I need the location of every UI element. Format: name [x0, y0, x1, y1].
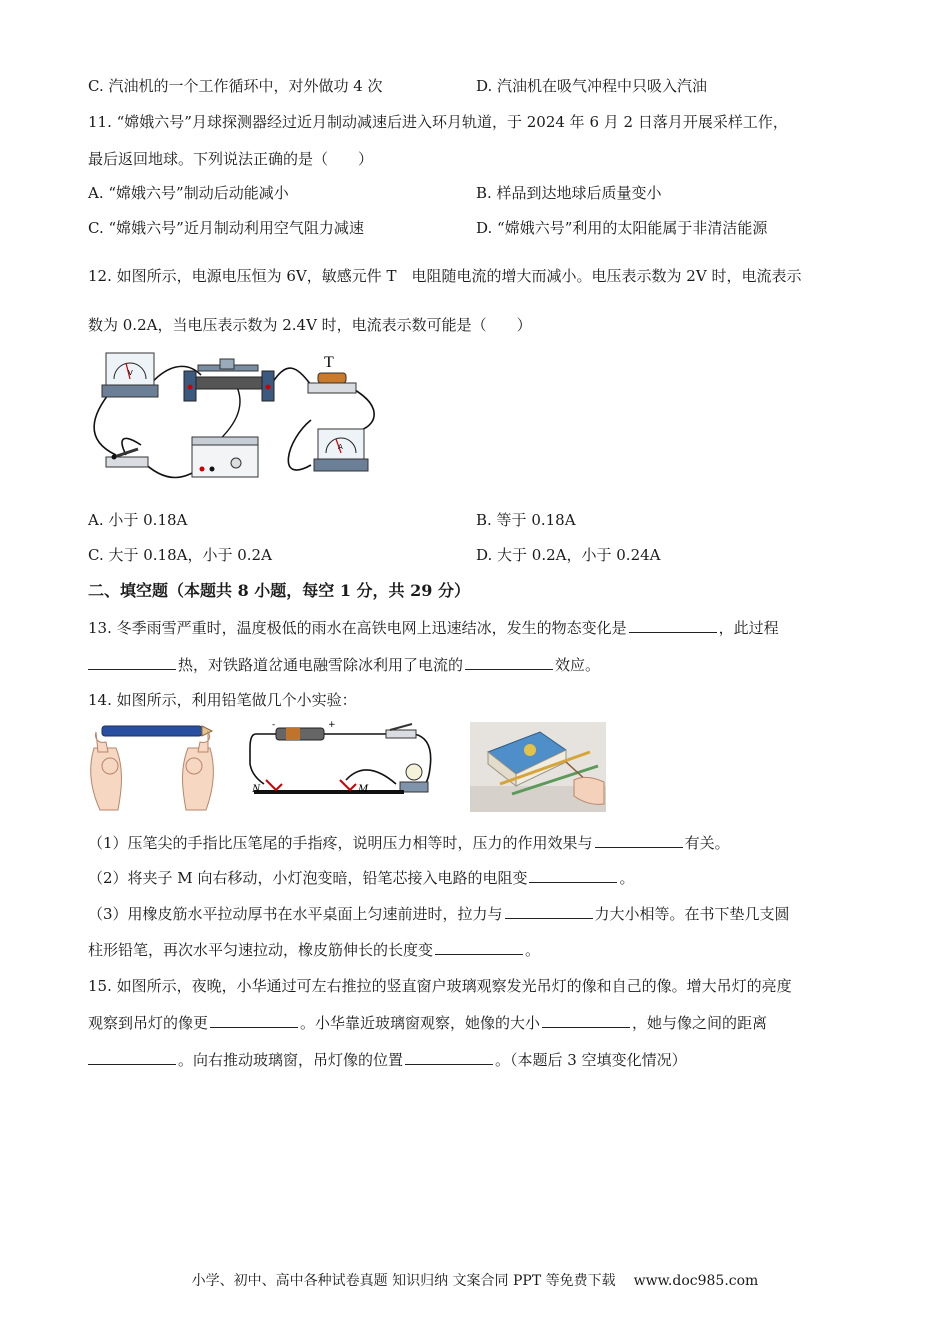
q15-line2-b: 。小华靠近玻璃窗观察，她像的大小 [300, 1014, 541, 1032]
q15-line3-b: 。（本题后 3 空填变化情况） [495, 1051, 687, 1069]
svg-text:+: + [328, 720, 336, 730]
q12-option-c: C. 大于 0.18A，小于 0.2A [88, 546, 272, 564]
q10-option-d: D. 汽油机在吸气冲程中只吸入汽油 [476, 77, 708, 95]
sensitive-element-t-icon [308, 354, 356, 393]
q15-line1: 15. 如图所示，夜晚，小华通过可左右推拉的竖直窗户玻璃观察发光吊灯的像和自己的像。增大吊灯的亮度 [88, 977, 792, 995]
q15-line2-c: ，她与像之间的距离 [632, 1014, 768, 1032]
q13-part2: ，此过程 [718, 619, 779, 637]
q15-blank1 [210, 1013, 298, 1028]
q13-part1: 13. 冬季雨雪严重时，温度极低的雨水在高铁电网上迅速结冰，发生的物态变化是 [88, 619, 627, 637]
q11-option-b: B. 样品到达地球后质量变小 [476, 184, 662, 202]
q11-option-d: D. “嫦娥六号”利用的太阳能属于非清洁能源 [476, 219, 768, 237]
clip-m-label: M [358, 781, 368, 795]
q14-stem: 14. 如图所示，利用铅笔做几个小实验： [88, 691, 357, 709]
footer-text: 小学、初中、高中各种试卷真题 知识归纳 文案合同 PPT 等免费下载 [191, 1273, 616, 1289]
element-t-label: T [324, 354, 334, 371]
q14-sub2 [88, 868, 634, 888]
voltmeter-icon [102, 353, 158, 397]
q11-option-a: A. “嫦娥六号”制动后动能减小 [88, 184, 289, 202]
footer-url[interactable]: www.doc985.com [633, 1273, 759, 1289]
q11-option-c: C. “嫦娥六号”近月制动利用空气阻力减速 [88, 219, 364, 237]
power-supply-icon [192, 437, 258, 477]
pencil-fingers-figure [88, 718, 216, 814]
q10-option-c: C. 汽油机的一个工作循环中，对外做功 4 次 [88, 77, 383, 95]
q12-option-b: B. 等于 0.18A [476, 511, 576, 529]
q12-option-a: A. 小于 0.18A [88, 511, 188, 529]
rheostat-icon [184, 359, 274, 401]
q14-blank4 [435, 940, 523, 955]
q15-blank2 [542, 1013, 630, 1028]
q15-line3 [88, 1050, 687, 1070]
svg-text:V: V [128, 369, 133, 377]
switch-icon [106, 449, 148, 467]
q13-part3: 热，对铁路道岔通电融雪除冰利用了电流的 [178, 656, 464, 674]
q15-line3-a: 。向右推动玻璃窗，吊灯像的位置 [178, 1051, 404, 1069]
q11-stem-line2: 最后返回地球。下列说法正确的是（ ） [88, 150, 374, 168]
q13-part4: 效应。 [555, 656, 601, 674]
page-footer [0, 1270, 950, 1290]
clip-n-label: N [252, 781, 261, 795]
q15-blank3 [88, 1050, 176, 1065]
q14-blank3 [505, 904, 593, 919]
ammeter-icon [314, 429, 368, 471]
q14-sub3-mid: 力大小相等。在书下垫几支圆 [594, 905, 790, 923]
q15-line2 [88, 1013, 767, 1033]
svg-text:A: A [338, 443, 343, 451]
q15-line2-a: 观察到吊灯的像更 [88, 1014, 209, 1032]
q14-sub3-line2 [88, 940, 540, 960]
q12-option-d: D. 大于 0.2A，小于 0.24A [476, 546, 661, 564]
svg-text:-: - [272, 720, 276, 730]
q14-sub1-end: 有关。 [684, 834, 730, 852]
q14-sub2-text: （2）将夹子 M 向右移动，小灯泡变暗，铅笔芯接入电路的电阻变 [88, 869, 528, 887]
section-heading: 二、填空题（本题共 8 小题，每空 1 分，共 29 分） [88, 581, 470, 600]
q12-circuit-figure [86, 345, 376, 495]
q11-stem-line1: 11. “嫦娥六号”月球探测器经过近月制动减速后进入环月轨道，于 2024 年 6 月 2 日落月开展采样工作， [88, 113, 788, 131]
q14-sub1 [88, 833, 730, 853]
q12-stem-line1: 12. 如图所示，电源电压恒为 6V，敏感元件 T 电阻随电流的增大而减小。电压表示数为 2V 时，电流表示 [88, 267, 802, 285]
q14-sub3-end: 。 [525, 941, 541, 959]
pencil-lead-circuit-figure [246, 718, 438, 804]
q14-sub3-line1 [88, 904, 790, 924]
q13-blank3 [465, 655, 553, 670]
q12-stem-line2: 数为 0.2A，当电压表示数为 2.4V 时，电流表示数可能是（ ） [88, 316, 532, 334]
q13-line1 [88, 618, 779, 638]
q14-sub2-end: 。 [619, 869, 635, 887]
q14-sub1-text: （1）压笔尖的手指比压笔尾的手指疼，说明压力相等时，压力的作用效果与 [88, 834, 593, 852]
q13-line2 [88, 655, 600, 675]
book-on-pencils-figure [470, 722, 606, 812]
q14-blank2 [529, 868, 617, 883]
q14-sub3-cont: 柱形铅笔，再次水平匀速拉动，橡皮筋伸长的长度变 [88, 941, 434, 959]
q14-blank1 [595, 833, 683, 848]
q14-sub3-text: （3）用橡皮筋水平拉动厚书在水平桌面上匀速前进时，拉力与 [88, 905, 503, 923]
q15-blank4 [405, 1050, 493, 1065]
q13-blank2 [88, 655, 176, 670]
q13-blank1 [629, 618, 717, 633]
